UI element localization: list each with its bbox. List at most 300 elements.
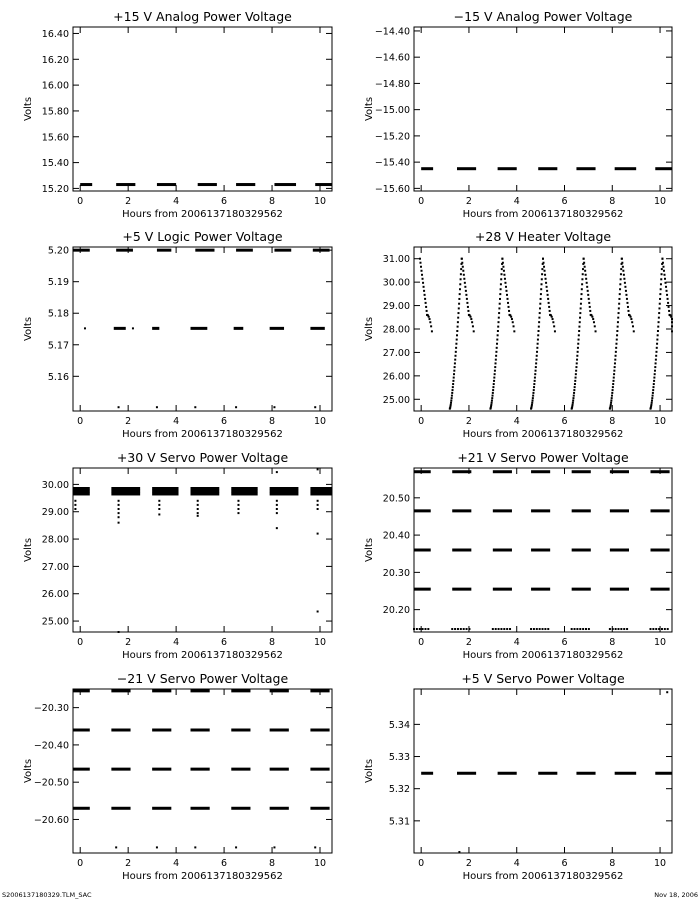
heater-point: [551, 316, 553, 318]
heater-point: [659, 298, 661, 300]
x-axis-label: Hours from 2006137180329562: [462, 209, 624, 220]
x-axis-label: Hours from 2006137180329562: [462, 650, 624, 661]
heater-point: [655, 355, 657, 357]
heater-point: [666, 290, 668, 292]
bottom-point: [416, 628, 418, 630]
heater-point: [495, 355, 497, 357]
y-tick-label: 30.00: [41, 479, 69, 491]
heater-point: [544, 274, 546, 276]
heater-point: [620, 268, 622, 270]
x-tick-label: 0: [77, 196, 84, 207]
level-segment: [531, 549, 550, 552]
bottom-point: [612, 628, 614, 630]
heater-point: [612, 383, 614, 385]
data-point: [194, 406, 196, 408]
heater-point: [572, 399, 574, 401]
data-point: [314, 406, 316, 408]
data-segment: [576, 772, 595, 775]
heater-point: [618, 303, 620, 305]
heater-point: [622, 270, 624, 272]
data-point: [156, 406, 158, 408]
heater-point: [577, 351, 579, 353]
data-marks: [73, 689, 330, 848]
data-point: [84, 327, 86, 329]
heater-point: [532, 397, 534, 399]
data-segment: [615, 167, 637, 170]
x-tick-label: 2: [465, 637, 472, 648]
heater-point: [585, 278, 587, 280]
heater-point: [458, 307, 460, 309]
heater-point: [610, 399, 612, 401]
heater-point: [663, 270, 665, 272]
data-segment: [236, 183, 255, 186]
heater-point: [658, 321, 660, 323]
heater-point: [453, 370, 455, 372]
heater-point: [654, 370, 656, 372]
heater-point: [651, 399, 653, 401]
chart-title: +21 V Servo Power Voltage: [457, 450, 629, 465]
bottom-point: [463, 628, 465, 630]
heater-point: [619, 288, 621, 290]
level-segment: [310, 768, 329, 771]
heater-point: [423, 290, 425, 292]
heater-point: [665, 286, 667, 288]
bottom-point: [571, 628, 573, 630]
y-axis-label: Volts: [364, 96, 375, 122]
data-segment: [152, 487, 178, 490]
y-tick-label: 16.00: [41, 80, 69, 92]
level-segment: [493, 470, 512, 473]
bottom-point: [492, 628, 494, 630]
heater-point: [451, 395, 453, 397]
heater-point: [467, 306, 469, 308]
bottom-point: [457, 628, 459, 630]
level-segment: [572, 509, 591, 512]
heater-point: [537, 339, 539, 341]
level-segment: [414, 549, 431, 552]
level-segment: [73, 729, 90, 732]
data-segment: [231, 487, 257, 490]
heater-point: [545, 282, 547, 284]
heater-point: [573, 395, 575, 397]
y-tick-label: 5.32: [388, 784, 410, 796]
bottom-point: [235, 846, 237, 848]
x-axis-label: Hours from 2006137180329562: [122, 429, 283, 440]
level-segment: [572, 588, 591, 591]
data-point: [158, 500, 160, 502]
heater-point: [454, 366, 456, 368]
data-point: [158, 513, 160, 515]
x-tick-label: 2: [125, 858, 132, 869]
data-point: [197, 515, 199, 517]
heater-point: [574, 383, 576, 385]
level-segment: [310, 689, 329, 692]
bottom-point: [579, 628, 581, 630]
heater-point: [652, 389, 654, 391]
heater-point: [536, 351, 538, 353]
level-segment: [152, 689, 171, 692]
heater-point: [552, 321, 554, 323]
x-axis-label: Hours from 2006137180329562: [462, 871, 624, 882]
y-axis-label: Volts: [23, 96, 34, 122]
data-point: [197, 508, 199, 510]
heater-point: [575, 377, 577, 379]
heater-point: [500, 273, 502, 275]
heater-point: [615, 351, 617, 353]
heater-point: [581, 283, 583, 285]
data-point: [666, 691, 668, 693]
heater-point: [536, 347, 538, 349]
heater-point: [623, 274, 625, 276]
heater-point: [511, 318, 513, 320]
data-point: [132, 327, 134, 329]
heater-point: [656, 339, 658, 341]
heater-point: [501, 258, 503, 260]
data-segment: [157, 183, 176, 186]
heater-point: [538, 330, 540, 332]
y-tick-label: −15.60: [374, 183, 410, 195]
x-tick-label: 4: [513, 858, 520, 869]
heater-point: [419, 258, 421, 260]
heater-point: [500, 278, 502, 280]
heater-point: [576, 359, 578, 361]
heater-point: [424, 294, 426, 296]
data-segment: [191, 492, 220, 495]
x-tick-label: 2: [125, 416, 132, 427]
heater-point: [660, 288, 662, 290]
heater-point: [494, 373, 496, 375]
heater-point: [664, 278, 666, 280]
data-point: [237, 500, 239, 502]
data-marks: [73, 249, 330, 409]
data-segment: [152, 327, 159, 330]
heater-point: [499, 303, 501, 305]
level-segment: [152, 729, 171, 732]
heater-point: [584, 266, 586, 268]
heater-point: [657, 334, 659, 336]
heater-point: [668, 310, 670, 312]
y-tick-label: 29.00: [382, 301, 410, 313]
heater-point: [580, 298, 582, 300]
heater-point: [496, 343, 498, 345]
y-tick-label: 25.00: [382, 394, 410, 406]
heater-point: [630, 316, 632, 318]
heater-point: [588, 302, 590, 304]
y-tick-label: 5.34: [388, 719, 410, 731]
data-segment: [421, 167, 433, 170]
heater-point: [657, 330, 659, 332]
heater-point: [503, 270, 505, 272]
heater-point: [670, 316, 672, 318]
heater-point: [537, 334, 539, 336]
level-segment: [531, 509, 550, 512]
data-marks: [80, 183, 332, 186]
heater-point: [459, 283, 461, 285]
heater-point: [658, 312, 660, 314]
heater-point: [546, 290, 548, 292]
heater-point: [654, 366, 656, 368]
heater-point: [431, 330, 433, 332]
x-tick-label: 6: [561, 196, 568, 207]
level-segment: [73, 807, 90, 810]
heater-point: [419, 262, 421, 264]
heater-point: [588, 298, 590, 300]
heater-point: [658, 307, 660, 309]
level-segment: [610, 470, 629, 473]
footer-right-text: Nov 18, 2006: [654, 891, 698, 899]
heater-point: [536, 355, 538, 357]
x-tick-label: 2: [465, 196, 472, 207]
heater-point: [460, 268, 462, 270]
heater-point: [631, 321, 633, 323]
x-tick-label: 6: [221, 637, 228, 648]
y-tick-label: 5.16: [47, 371, 69, 383]
heater-point: [459, 288, 461, 290]
chart-title: +28 V Heater Voltage: [474, 229, 612, 244]
heater-point: [577, 343, 579, 345]
heater-point: [578, 326, 580, 328]
heater-point: [580, 307, 582, 309]
heater-point: [547, 294, 549, 296]
heater-point: [611, 395, 613, 397]
heater-point: [610, 402, 612, 404]
heater-point: [428, 316, 430, 318]
level-segment: [152, 768, 171, 771]
heater-point: [615, 343, 617, 345]
bottom-point: [542, 628, 544, 630]
y-tick-label: 30.00: [382, 277, 410, 289]
heater-point: [452, 380, 454, 382]
heater-point: [586, 286, 588, 288]
bottom-point: [588, 628, 590, 630]
chart-title: +5 V Servo Power Voltage: [461, 671, 625, 686]
heater-point: [572, 402, 574, 404]
heater-point: [451, 392, 453, 394]
heater-point: [618, 298, 620, 300]
data-marks: [413, 470, 670, 630]
heater-point: [620, 273, 622, 275]
bottom-point: [623, 628, 625, 630]
bottom-point: [503, 628, 505, 630]
data-point: [458, 851, 460, 853]
data-segment: [191, 487, 220, 490]
heater-point: [500, 283, 502, 285]
x-tick-label: 8: [609, 196, 616, 207]
heater-point: [579, 312, 581, 314]
data-segment: [315, 183, 332, 186]
heater-point: [660, 278, 662, 280]
bottom-point: [652, 628, 654, 630]
heater-point: [493, 380, 495, 382]
bottom-point: [506, 628, 508, 630]
bottom-point: [574, 628, 576, 630]
heater-point: [533, 386, 535, 388]
level-segment: [531, 470, 550, 473]
heater-point: [577, 347, 579, 349]
heater-point: [625, 294, 627, 296]
heater-point: [618, 307, 620, 309]
data-segment: [111, 487, 140, 490]
x-tick-label: 2: [125, 637, 132, 648]
plot-frame: [414, 689, 672, 853]
heater-point: [498, 317, 500, 319]
heater-point: [552, 318, 554, 320]
level-segment: [610, 549, 629, 552]
y-tick-label: −20.50: [33, 777, 69, 789]
heater-point: [506, 294, 508, 296]
heater-point: [652, 395, 654, 397]
heater-point: [624, 286, 626, 288]
heater-point: [581, 278, 583, 280]
data-point: [118, 512, 120, 514]
x-axis-label: Hours from 2006137180329562: [122, 871, 283, 882]
x-tick-label: 4: [173, 416, 180, 427]
heater-point: [586, 282, 588, 284]
bottom-point: [273, 846, 275, 848]
footer-left-text: S2006137180329.TLM_SAC: [2, 891, 92, 899]
heater-point: [465, 294, 467, 296]
level-segment: [152, 807, 171, 810]
level-segment: [191, 768, 210, 771]
heater-point: [539, 303, 541, 305]
level-segment: [651, 509, 670, 512]
x-tick-label: 2: [465, 416, 472, 427]
heater-point: [621, 258, 623, 260]
data-point: [74, 508, 76, 510]
heater-point: [653, 377, 655, 379]
heater-point: [457, 321, 459, 323]
heater-point: [497, 330, 499, 332]
heater-point: [582, 273, 584, 275]
data-segment: [655, 167, 672, 170]
heater-point: [539, 307, 541, 309]
data-point: [237, 512, 239, 514]
x-tick-label: 6: [561, 416, 568, 427]
heater-point: [456, 339, 458, 341]
heater-point: [498, 321, 500, 323]
y-tick-label: −20.40: [33, 740, 69, 752]
heater-point: [579, 321, 581, 323]
heater-point: [661, 273, 663, 275]
data-segment: [73, 490, 90, 493]
heater-point: [507, 302, 509, 304]
heater-point: [531, 404, 533, 406]
heater-point: [540, 298, 542, 300]
heater-point: [494, 366, 496, 368]
heater-point: [622, 266, 624, 268]
heater-point: [422, 278, 424, 280]
data-segment: [231, 490, 257, 493]
heater-point: [466, 302, 468, 304]
data-segment: [498, 772, 517, 775]
heater-point: [471, 321, 473, 323]
heater-point: [501, 268, 503, 270]
chart-title: −15 V Analog Power Voltage: [453, 9, 633, 24]
level-segment: [493, 549, 512, 552]
heater-point: [541, 283, 543, 285]
level-segment: [231, 689, 250, 692]
heater-point: [455, 347, 457, 349]
x-tick-label: 0: [418, 858, 425, 869]
heater-point: [508, 306, 510, 308]
heater-point: [540, 293, 542, 295]
level-segment: [493, 588, 512, 591]
heater-point: [493, 377, 495, 379]
heater-point: [671, 325, 673, 327]
heater-point: [619, 283, 621, 285]
x-tick-label: 8: [609, 637, 616, 648]
data-segment: [576, 167, 595, 170]
x-axis-label: Hours from 2006137180329562: [122, 209, 283, 220]
heater-point: [502, 262, 504, 264]
heater-point: [498, 307, 500, 309]
x-tick-label: 10: [313, 416, 327, 427]
data-segment: [231, 492, 257, 495]
level-segment: [610, 509, 629, 512]
heater-point: [583, 258, 585, 260]
data-point: [118, 406, 120, 408]
heater-point: [492, 395, 494, 397]
x-tick-label: 8: [269, 196, 276, 207]
heater-point: [671, 318, 673, 320]
heater-point: [456, 334, 458, 336]
bottom-point: [547, 628, 549, 630]
heater-point: [658, 317, 660, 319]
heater-point: [537, 343, 539, 345]
heater-point: [503, 274, 505, 276]
heater-point: [615, 347, 617, 349]
level-segment: [572, 470, 591, 473]
data-point: [118, 508, 120, 510]
x-tick-label: 4: [173, 858, 180, 869]
data-point: [317, 508, 319, 510]
x-tick-label: 10: [654, 416, 667, 427]
level-segment: [493, 509, 512, 512]
x-axis-label: Hours from 2006137180329562: [462, 429, 624, 440]
heater-point: [573, 389, 575, 391]
heater-point: [533, 383, 535, 385]
level-segment: [231, 729, 250, 732]
level-segment: [414, 470, 431, 473]
heater-point: [492, 386, 494, 388]
data-segment: [421, 772, 433, 775]
heater-point: [594, 325, 596, 327]
chart-panel-3: [23, 229, 332, 440]
plot-frame: [73, 27, 332, 191]
heater-point: [453, 373, 455, 375]
heater-point: [626, 302, 628, 304]
heater-point: [534, 380, 536, 382]
heater-point: [657, 326, 659, 328]
heater-point: [420, 266, 422, 268]
data-segment: [111, 490, 140, 493]
heater-point: [535, 359, 537, 361]
heater-point: [652, 392, 654, 394]
y-tick-label: −14.40: [374, 26, 410, 38]
heater-point: [582, 268, 584, 270]
chart-panel-6: [364, 450, 672, 661]
y-tick-label: 5.19: [47, 277, 69, 289]
heater-point: [584, 270, 586, 272]
heater-point: [461, 258, 463, 260]
heater-point: [616, 339, 618, 341]
heater-point: [455, 343, 457, 345]
bottom-point: [314, 846, 316, 848]
x-tick-label: 0: [418, 196, 425, 207]
bottom-point: [498, 628, 500, 630]
data-segment: [234, 327, 244, 330]
data-segment: [274, 183, 296, 186]
